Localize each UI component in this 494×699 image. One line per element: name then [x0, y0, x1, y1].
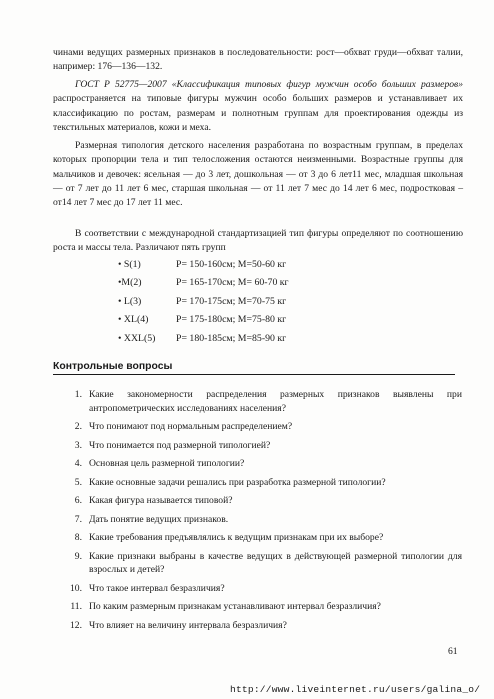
question-item — [60, 420, 462, 434]
question-item — [60, 600, 462, 614]
size-code: • XL(4) — [118, 314, 149, 326]
size-code: • S(1) — [118, 259, 141, 270]
question-item — [60, 550, 462, 578]
page-number: 61 — [448, 646, 458, 657]
size-values: P= 165-170см; M= 60-70 кг — [176, 277, 289, 289]
paragraph-children-typology: Размерная типология детского населения разработана по возрастным группам, в пределах которых пропорции тела и тип телосложения остаются неизменными. Возрастные группы для мальчиков и девочек: ясельная — до 3 лет, дошкольная — от 3 до 6 лет11 мес, младшая школьная — от 7 лет до 11 лет 6 мес, старшая школьная — от 11 лет 7 мес до 14 лет 6 мес, подростковая – от14 лет 7 мес до 17 лет 11 мес. — [53, 140, 463, 209]
size-group-item — [118, 293, 289, 311]
paragraph-gost-standard — [53, 78, 463, 135]
question-number: 10. — [70, 582, 82, 594]
section-heading: Контрольные вопросы — [53, 360, 455, 375]
size-code: • L(3) — [118, 295, 142, 307]
question-text: Какие основные задачи решались при разработка размерной типологии? — [89, 476, 386, 488]
question-number: 3. — [74, 439, 82, 451]
question-text: Какая фигура называется типовой? — [89, 495, 233, 507]
question-text: Что влияет на величину интервала безразличия? — [89, 619, 287, 631]
question-number: 8. — [74, 532, 82, 544]
question-number: 11. — [70, 601, 82, 613]
size-code: •M(2) — [118, 277, 142, 289]
watermark-url: http://www.liveinternet.ru/users/galina_o/ — [230, 684, 481, 695]
question-text: Что такое интервал безразличия? — [89, 582, 225, 594]
question-number: 7. — [74, 513, 82, 525]
question-text: Какие требования предъявлялись к ведущим признакам при их выборе? — [89, 532, 384, 544]
size-group-item — [118, 311, 289, 329]
question-text: Какие признаки выбраны в качестве ведущих в действующей размерной типологии для взрослых и детей? — [89, 550, 462, 576]
question-text: Дать понятие ведущих признаков. — [89, 513, 229, 525]
question-item — [60, 457, 462, 471]
size-values: P= 150-160см; M=50-60 кг — [176, 259, 287, 270]
size-values: P= 180-185см; M=85-90 кг — [176, 332, 287, 344]
question-item — [60, 388, 462, 416]
gost-title: ГОСТ Р 52775—2007 «Классификация типовых фигур мужчин особо больших размеров» — [75, 79, 463, 90]
question-item — [60, 439, 462, 453]
gost-description: распространяется на типовые фигуры мужчин особо больших размеров и устанавливает их классификацию по ростам, размерам и полнотным группам для проектирования одежды из текстильных материалов, кожи и меха. — [53, 93, 463, 133]
size-code: • XXL(5) — [118, 332, 156, 344]
question-text: Что понимается под размерной типологией? — [89, 439, 271, 451]
question-number: 9. — [74, 550, 82, 562]
size-values: P= 170-175см; M=70-75 кг — [176, 295, 287, 307]
question-text: Что понимают под нормальным распределением? — [89, 421, 293, 433]
paragraph-growth-sequence: чинами ведущих размерных признаков в последовательности: рост—обхват груди—обхват талии, например: 176—136—132. — [53, 47, 463, 73]
question-item — [60, 619, 462, 633]
question-item — [60, 494, 462, 508]
question-number: 6. — [74, 495, 82, 507]
size-group-item — [118, 274, 289, 292]
question-text: По каким размерным признакам устанавливают интервал безразличия? — [89, 601, 381, 613]
paragraph-international-standard: В соответствии с международной стандартизацией тип фигуры определяют по соотношению роста и массы тела. Различают пять групп — [53, 228, 463, 254]
question-number: 12. — [70, 619, 82, 631]
size-group-item — [118, 330, 289, 348]
question-number: 4. — [74, 458, 82, 470]
size-group-list — [118, 256, 289, 348]
question-text: Какие закономерности распределения размерных признаков выявлены при антропометрических исследованиях населения? — [89, 389, 462, 414]
size-values: P= 175-180см; M=75-80 кг — [176, 314, 287, 326]
question-number: 5. — [74, 476, 82, 488]
question-number: 1. — [74, 389, 82, 400]
question-number: 2. — [74, 421, 82, 433]
question-item — [60, 582, 462, 596]
question-text: Основная цель размерной типологии? — [89, 458, 245, 470]
questions-list — [60, 388, 462, 637]
question-item — [60, 531, 462, 545]
question-item — [60, 476, 462, 490]
size-group-item — [118, 256, 289, 274]
question-item — [60, 513, 462, 527]
